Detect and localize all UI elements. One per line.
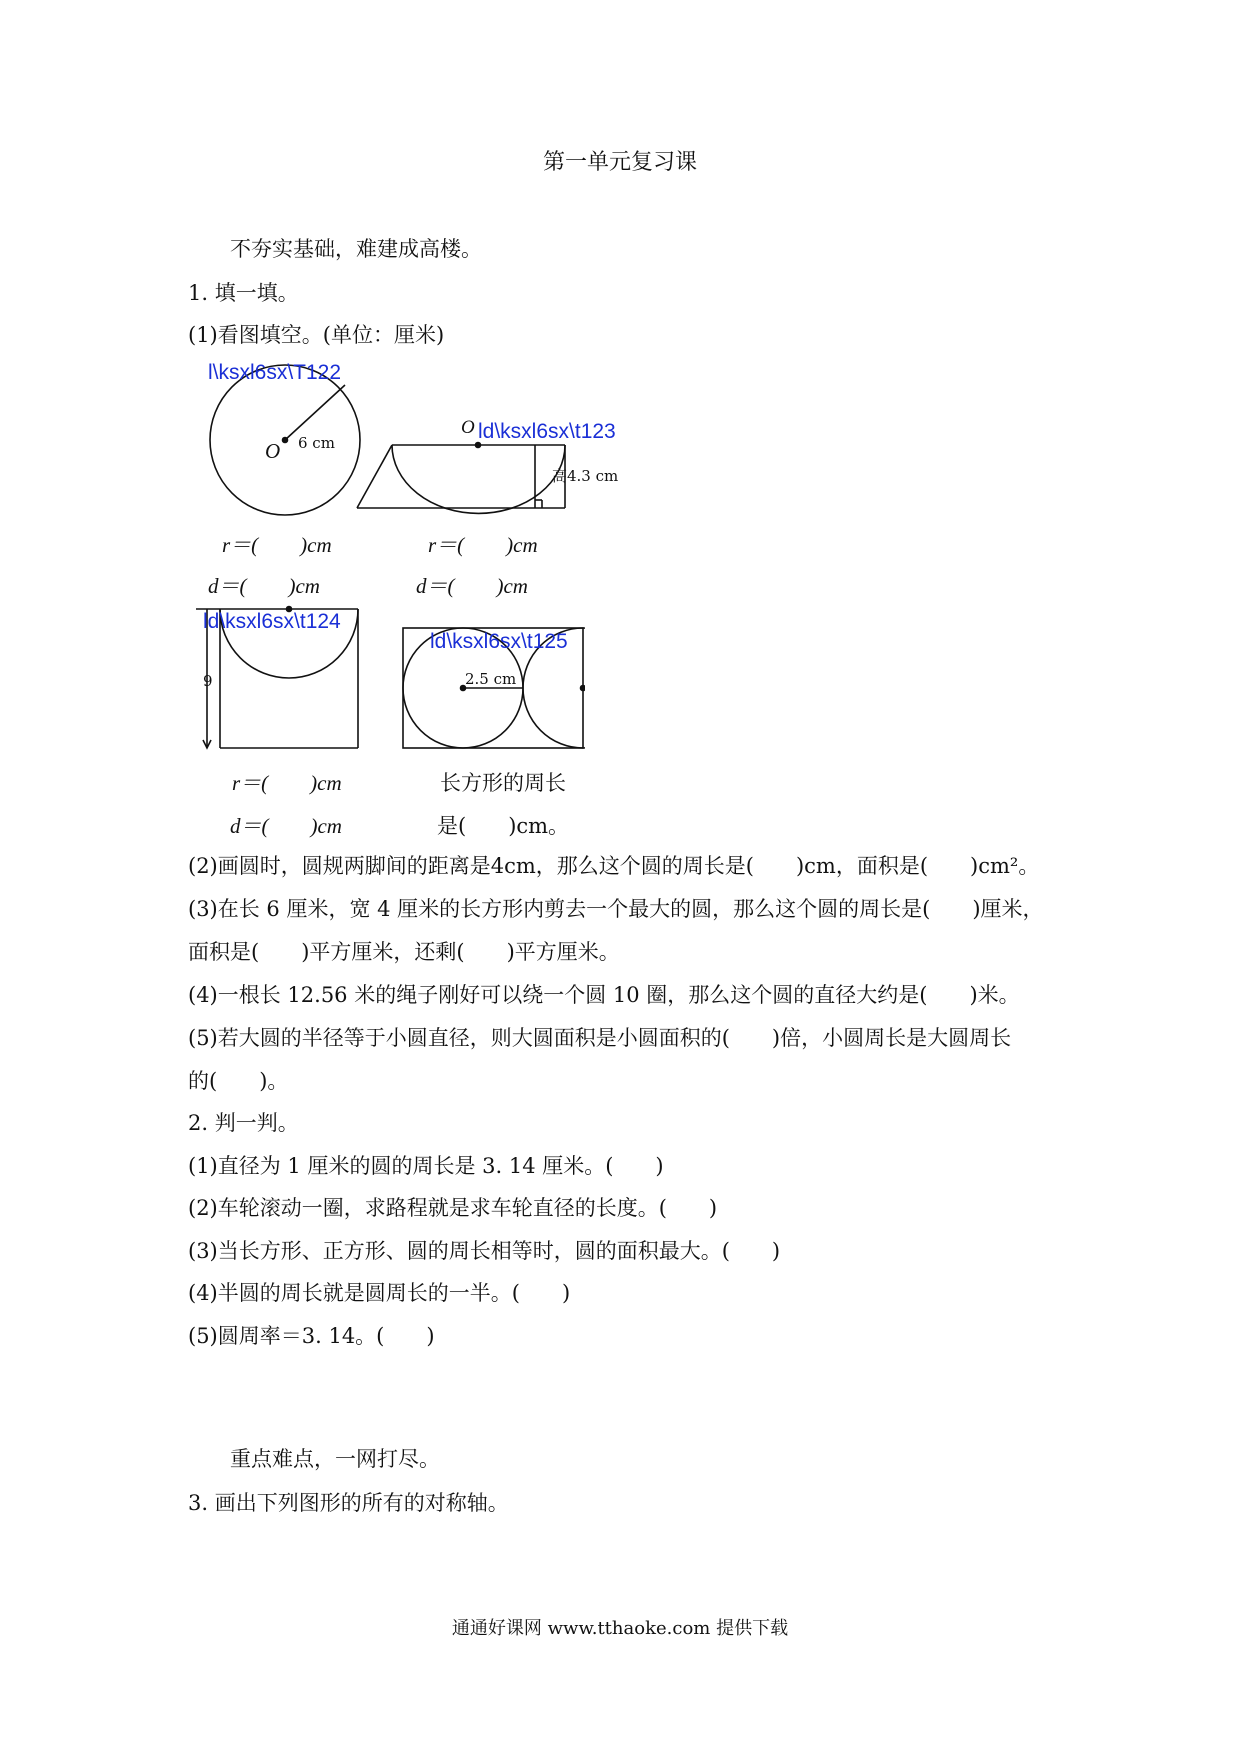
row1-r-right: r＝( )cm xyxy=(428,533,538,557)
figure-4-code: ld\ksxl6sx\t125 xyxy=(430,630,568,653)
q1-5-text-b: 的( )。 xyxy=(188,1069,289,1093)
q1-5-text-a: (5)若大圆的半径等于小圆直径，则大圆面积是小圆面积的( )倍，小圆周长是大圆周长 xyxy=(188,1026,1012,1050)
q2-item-5: (5)圆周率＝3. 14。( ) xyxy=(188,1324,435,1348)
figure-1-circle xyxy=(210,365,360,515)
q1-3-text-b: 面积是( )平方厘米，还剩( )平方厘米。 xyxy=(188,940,620,964)
figure-2-height-label: 高4.3 cm xyxy=(552,467,619,485)
figure-1-radius-label: 6 cm xyxy=(298,434,335,452)
q1-4-text: (4)一根长 12.56 米的绳子刚好可以绕一个圆 10 圈，那么这个圆的直径大约是( )米。 xyxy=(188,983,1020,1007)
q3-heading: 3. 画出下列图形的所有的对称轴。 xyxy=(188,1491,509,1515)
figure-2-center-label: O xyxy=(461,417,475,438)
row1-d-left: d＝( )cm xyxy=(208,574,320,598)
figure-3-code: ld\ksxl6sx\t124 xyxy=(203,610,341,633)
row2-d: d＝( )cm xyxy=(230,814,342,838)
figure-4-radius-label: 2.5 cm xyxy=(465,670,517,688)
q1-3-text-a: (3)在长 6 厘米，宽 4 厘米的长方形内剪去一个最大的圆，那么这个圆的周长是( )厘米， xyxy=(188,897,1044,921)
figure-1-code: l\ksxl6sx\T122 xyxy=(208,361,342,384)
footer: 通通好课网 www.tthaoke.com 提供下载 xyxy=(451,1618,789,1639)
q1-1-text: (1)看图填空。(单位：厘米) xyxy=(188,323,445,347)
q2-item-4: (4)半圆的周长就是圆周长的一半。( ) xyxy=(188,1281,571,1305)
q2-item-1: (1)直径为 1 厘米的圆的周长是 3. 14 厘米。( ) xyxy=(188,1154,664,1178)
row2-r: r＝( )cm xyxy=(232,771,342,795)
row2-perimeter-a: 长方形的周长 xyxy=(440,771,566,795)
figure-2-trapezoid xyxy=(357,443,565,514)
figure-4-mask xyxy=(585,620,655,760)
q2-item-3: (3)当长方形、正方形、圆的周长相等时，圆的面积最大。( ) xyxy=(188,1239,781,1263)
q2-item-2: (2)车轮滚动一圈，求路程就是求车轮直径的长度。( ) xyxy=(188,1196,718,1220)
row2-perimeter-b: 是( )cm。 xyxy=(437,814,570,838)
q1-heading: 1. 填一填。 xyxy=(188,281,299,305)
figure-1-center-label: O xyxy=(265,439,281,463)
figure-3-height-label: 9 xyxy=(203,672,213,690)
motto-2: 重点难点，一网打尽。 xyxy=(230,1447,440,1471)
q2-heading: 2. 判一判。 xyxy=(188,1111,299,1135)
motto-1: 不夯实基础，难建成高楼。 xyxy=(230,237,482,261)
row1-r-left: r＝( )cm xyxy=(222,533,332,557)
page-title: 第一单元复习课 xyxy=(542,150,697,175)
row1-d-right: d＝( )cm xyxy=(416,574,528,598)
figure-2-code: ld\ksxl6sx\t123 xyxy=(478,420,616,443)
q1-2-text: (2)画圆时，圆规两脚间的距离是4cm，那么这个圆的周长是( )cm，面积是( )cm²。 xyxy=(188,854,1040,878)
